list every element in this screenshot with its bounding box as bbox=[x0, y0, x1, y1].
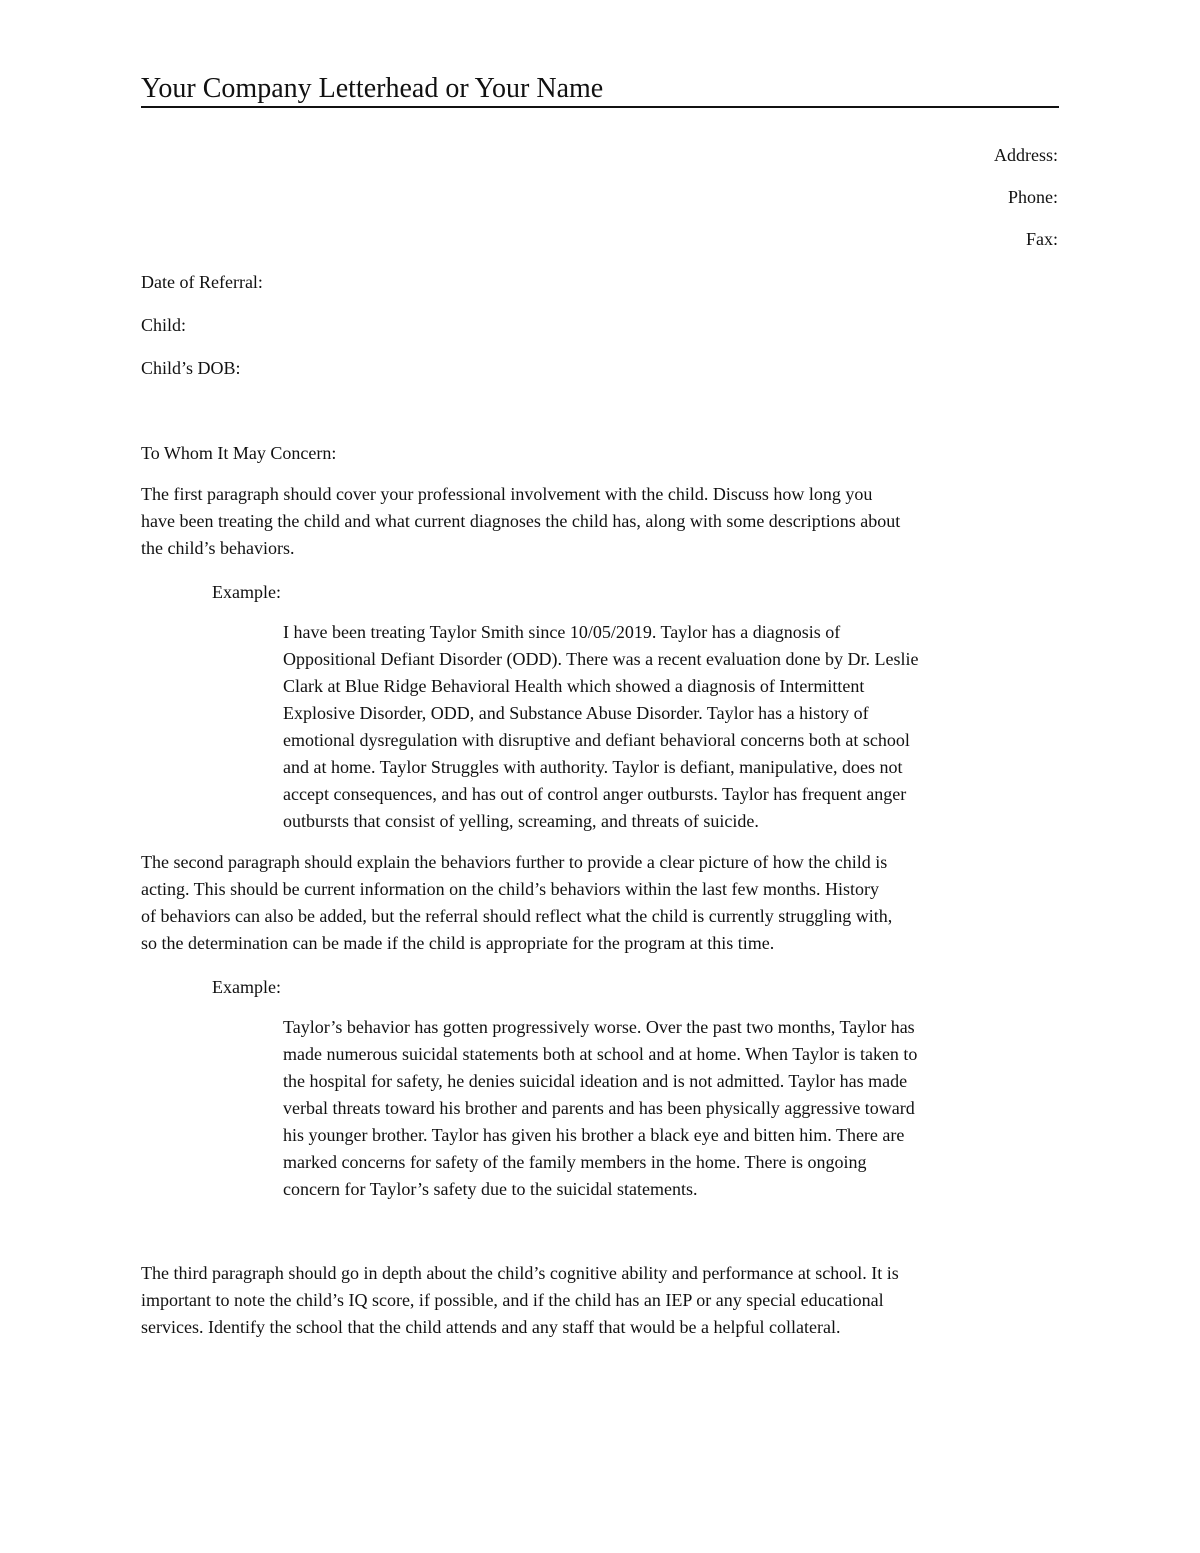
address-label: Address: bbox=[994, 145, 1058, 165]
example-line: emotional dysregulation with disruptive and defiant behavioral concerns both at school bbox=[283, 730, 910, 750]
example-line: the hospital for safety, he denies suicidal ideation and is not admitted. Taylor has made bbox=[283, 1071, 908, 1091]
paragraph-line: The second paragraph should explain the behaviors further to provide a clear picture of how the child is bbox=[141, 852, 888, 872]
paragraph-line: acting. This should be current information on the child’s behaviors within the last few months. History bbox=[141, 879, 880, 899]
example-line: and at home. Taylor Struggles with authority. Taylor is defiant, manipulative, does not bbox=[283, 757, 903, 777]
paragraph-line: of behaviors can also be added, but the referral should reflect what the child is currently struggling with, bbox=[141, 906, 893, 926]
paragraph-3 bbox=[141, 1260, 1061, 1341]
example-2-label: Example: bbox=[212, 977, 281, 997]
paragraph-line: services. Identify the school that the child attends and any staff that would be a helpful collateral. bbox=[141, 1317, 841, 1337]
example-line: I have been treating Taylor Smith since 10/05/2019. Taylor has a diagnosis of bbox=[283, 622, 841, 642]
paragraph-line: The third paragraph should go in depth about the child’s cognitive ability and performance at school. It is bbox=[141, 1263, 899, 1283]
example-line: concern for Taylor’s safety due to the suicidal statements. bbox=[283, 1179, 698, 1199]
example-line: verbal threats toward his brother and parents and has been physically aggressive toward bbox=[283, 1098, 915, 1118]
fax-label: Fax: bbox=[1025, 229, 1058, 249]
phone-label: Phone: bbox=[1007, 187, 1058, 207]
example-line: accept consequences, and has out of control anger outbursts. Taylor has frequent anger bbox=[283, 784, 907, 804]
example-line: marked concerns for safety of the family members in the home. There is ongoing bbox=[283, 1152, 867, 1172]
paragraph-2 bbox=[141, 849, 1061, 957]
child-label: Child: bbox=[141, 315, 187, 335]
date-of-referral-label: Date of Referral: bbox=[141, 272, 263, 292]
paragraph-line: have been treating the child and what current diagnoses the child has, along with some descriptions about bbox=[141, 511, 901, 531]
example-1-label: Example: bbox=[212, 582, 281, 602]
paragraph-line: The first paragraph should cover your professional involvement with the child. Discuss how long you bbox=[141, 484, 873, 504]
example-line: made numerous suicidal statements both at school and at home. When Taylor is taken to bbox=[283, 1044, 918, 1064]
example-2-body bbox=[283, 1014, 1063, 1203]
example-line: his younger brother. Taylor has given his brother a black eye and bitten him. There are bbox=[283, 1125, 905, 1145]
letterhead-title: Your Company Letterhead or Your Name bbox=[141, 72, 1059, 108]
example-1-body bbox=[283, 619, 1063, 835]
paragraph-line: the child’s behaviors. bbox=[141, 538, 295, 558]
example-line: Oppositional Defiant Disorder (ODD). There was a recent evaluation done by Dr. Leslie bbox=[283, 649, 919, 669]
paragraph-1 bbox=[141, 481, 1061, 562]
example-line: Explosive Disorder, ODD, and Substance Abuse Disorder. Taylor has a history of bbox=[283, 703, 869, 723]
salutation: To Whom It May Concern: bbox=[141, 443, 337, 463]
child-dob-label: Child’s DOB: bbox=[141, 358, 241, 378]
example-line: Clark at Blue Ridge Behavioral Health which showed a diagnosis of Intermittent bbox=[283, 676, 865, 696]
example-line: Taylor’s behavior has gotten progressively worse. Over the past two months, Taylor has bbox=[283, 1017, 915, 1037]
paragraph-line: important to note the child’s IQ score, if possible, and if the child has an IEP or any special educational bbox=[141, 1290, 884, 1310]
paragraph-line: so the determination can be made if the child is appropriate for the program at this time. bbox=[141, 933, 775, 953]
example-line: outbursts that consist of yelling, screaming, and threats of suicide. bbox=[283, 811, 759, 831]
